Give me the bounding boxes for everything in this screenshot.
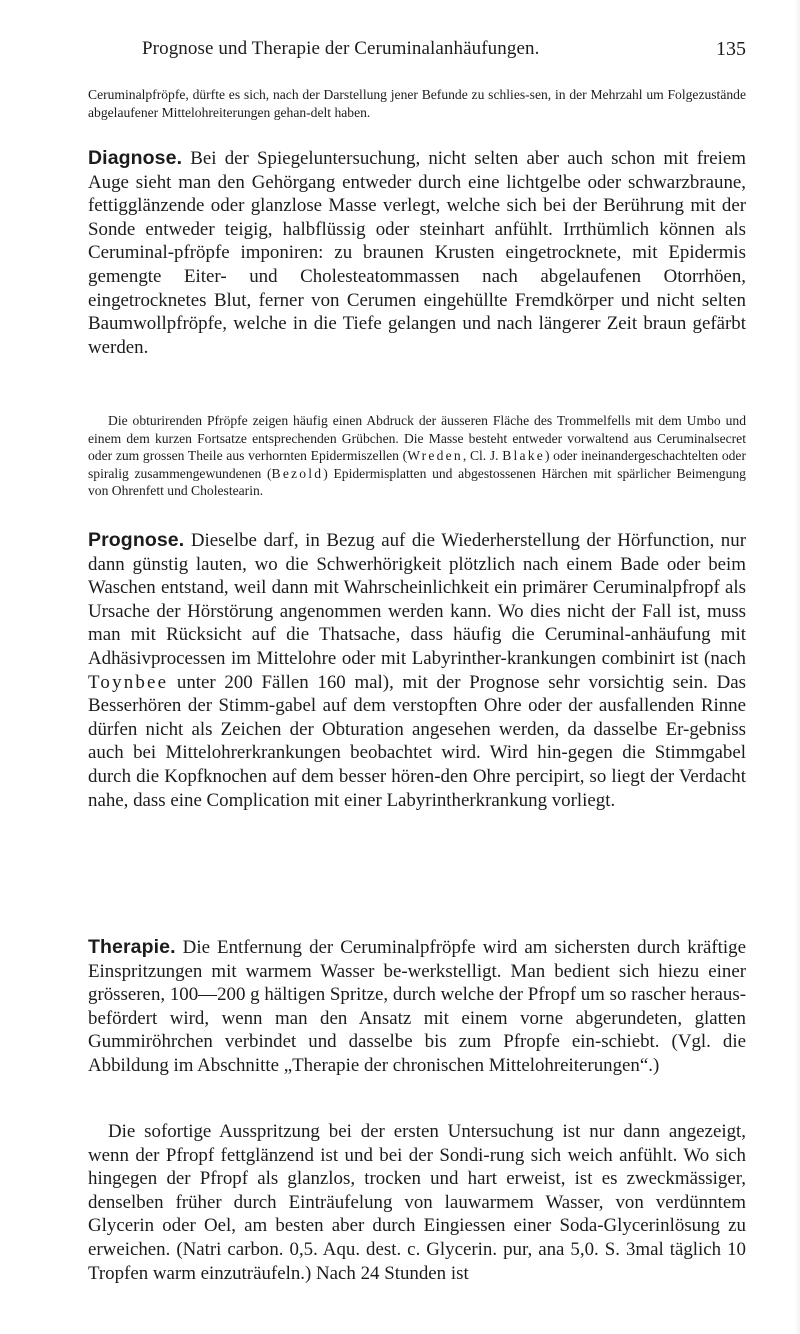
note-author-bezold: Bezold [271, 465, 324, 481]
diagnose-paragraph [88, 147, 746, 359]
intro-paragraph: Ceruminalpfröpfe, dürfte es sich, nach der Darstellung jener Befunde zu schlies-sen, in der Mehrzahl um Folgezustände abgelaufener Mittelohreiterungen gehan-delt haben. [88, 87, 746, 120]
therapie-paragraph [88, 936, 746, 1078]
note-text-middle: , Cl. J. [462, 448, 503, 463]
note-text-end: ) Epidermisplatten und abgestossenen Härchen mit spärlicher Beimengung von Ohrenfett und Cholestearin. [88, 465, 746, 498]
note-author-blake: Blake [502, 448, 545, 463]
diagnose-heading: Diagnose. [88, 147, 183, 169]
note-text-before: Die obturirenden Pfröpfe zeigen häufig einen Abdruck der äusseren Fläche des Trommelfells mit dem Umbo und einem dem kurzen Fortsatze entsprechenden Grübchen. Die Masse besteht entweder vorwaltend aus Ceruminalsecret oder zum grossen Theile aus verhornten Epidermiszellen ( [88, 413, 746, 463]
running-title: Prognose und Therapie der Ceruminalanhäufungen. [142, 38, 540, 59]
therapie-heading: Therapie. [88, 936, 176, 958]
therapie-text: Die Entfernung der Ceruminalpfröpfe wird am sichersten durch kräftige Einspritzungen mit warmem Wasser be-werkstelligt. Man bedient sich hiezu einer grösseren, 100—200 g hältigen Spritze, durch welche der Pfropf um so rascher heraus-befördert wird, wenn man den Ansatz mit einem vorne abgerundeten, glatten Gummiröhrchen verbindet und dasselbe bis zum Pfropfe ein-schiebt. (Vgl. die Abbildung im Abschnitte „Therapie der chronischen Mittelohreiterungen“.) [88, 937, 746, 1076]
therapie-followup-paragraph: Die sofortige Ausspritzung bei der ersten Untersuchung ist nur dann angezeigt, wenn der Pfropf fettglänzend ist und bei der Sondi-rung sich weich anfühlt. Wo sich hingegen der Pfropf als glanzlos, trocken und hart erweist, ist es zweckmässiger, denselben früher durch Einträufelung von lauwarmem Wasser, von verdünntem Glycerin oder Oel, am besten aber durch Eingiessen einer Soda-Glycerinlösung zu erweichen. (Natri carbon. 0,5. Aqu. dest. c. Glycerin. pur, ana 5,0. S. 3mal täglich 10 Tropfen warm einzuträufeln.) Nach 24 Stunden ist [88, 1121, 746, 1284]
note-paragraph [88, 412, 746, 500]
prognose-text-after: unter 200 Fällen 160 mal), mit der Prognose sehr vorsichtig sein. Das Besserhören der Stimm-gabel auf dem verstopften Ohre oder der ausfallenden Rinne dürfen nicht als Zeichen der Obturation angesehen werden, da dasselbe Er-gebniss auch bei Mittelohrerkrankungen beobachtet wird. Wird hin-gegen die Stimmgabel durch die Kopfknochen auf dem besser hören-den Ohre percipirt, so liegt der Verdacht nahe, dass eine Complication mit einer Labyrintherkrankung vorliegt. [88, 671, 746, 811]
diagnose-text: Bei der Spiegeluntersuchung, nicht selten aber auch schon mit freiem Auge sieht man den Gehörgang entweder durch eine lichtgelbe oder schwarzbraune, fettigglänzende oder glanzlose Masse verlegt, welche sich bei der Berührung mit der Sonde entweder teigig, halbflüssig oder steinhart anfühlt. Irrthümlich können als Ceruminal-pfröpfe imponiren: zu braunen Krusten eingetrocknete, mit Epidermis gemengte Eiter- und Cholesteatommassen nach abgelaufenen Otorrhöen, eingetrocknetes Blut, ferner von Cerumen eingehüllte Fremdkörper und nicht selten Baumwollpfröpfe, welche in die Tiefe gelangen und nach längerer Zeit braun gefärbt werden. [88, 148, 746, 358]
prognose-author-toynbee: Toynbee [88, 671, 169, 693]
prognose-heading: Prognose. [88, 529, 185, 551]
note-author-wreden: Wreden [407, 448, 463, 463]
page-number: 135 [716, 38, 746, 60]
prognose-text-before: Dieselbe darf, in Bezug auf die Wiederherstellung der Hörfunction, nur dann günstig lauten, wo die Schwerhörigkeit plötzlich nach einem Bade oder beim Waschen entstand, weil dann mit Wahrscheinlichkeit ein primärer Ceruminalpfropf als Ursache der Hörstörung angenommen werden kann. Wo dies nicht der Fall ist, muss man mit Rücksicht auf die Thatsache, dass häufig die Ceruminal-anhäufung mit Adhäsivprocessen im Mittelohre oder mit Labyrinther-krankungen combinirt ist (nach [88, 530, 746, 669]
page-edge-shadow [794, 0, 800, 1334]
page-header [88, 38, 746, 68]
prognose-paragraph [88, 529, 746, 812]
note-text-after: ) oder ineinandergeschachtelten oder spiralig zusammengewundenen ( [88, 448, 746, 481]
